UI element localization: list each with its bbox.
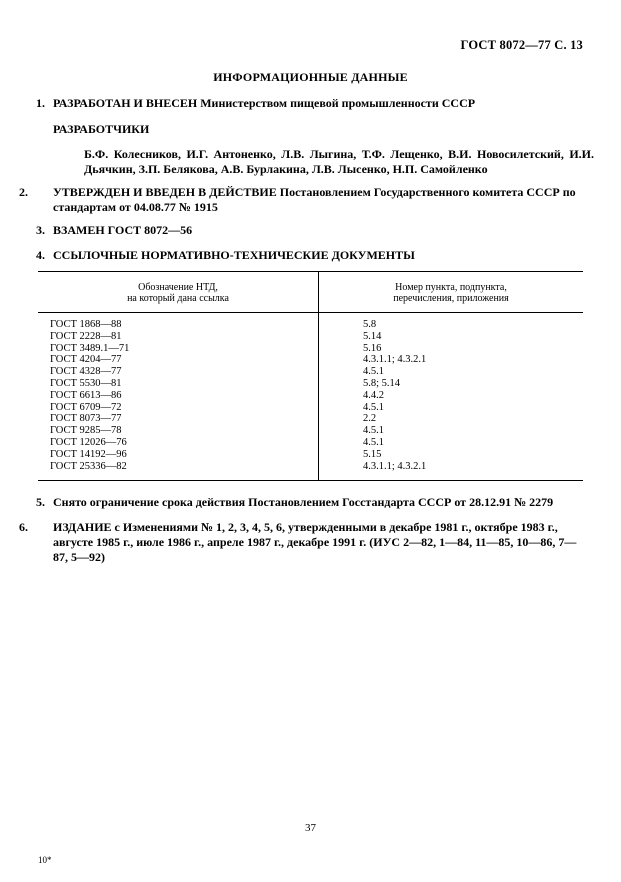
section-text: Министерством пищевой промышленности СССР	[197, 96, 476, 110]
document-column	[38, 313, 319, 481]
section-lead: ССЫЛОЧНЫЕ НОРМАТИВНО-ТЕХНИЧЕСКИЕ ДОКУМЕНТЫ	[53, 248, 415, 262]
table-cell-doc: ГОСТ 1868—88	[50, 319, 122, 330]
table-cell-ref: 5.16	[363, 342, 382, 354]
section-number: 5.	[36, 495, 45, 509]
table-cell-doc: ГОСТ 3489.1—71	[50, 342, 130, 354]
table-cell-ref: 5.8	[363, 319, 377, 330]
table-cell-doc: ГОСТ 9285—78	[50, 425, 122, 437]
standard-reference-header: ГОСТ 8072—77 С. 13	[460, 38, 583, 52]
table-cell-ref: 5.14	[363, 330, 382, 342]
section-number: 3.	[36, 223, 45, 237]
developers-heading-text: РАЗРАБОТЧИКИ	[53, 122, 150, 136]
table-cell-ref: 4.3.1.1; 4.3.2.1	[363, 460, 427, 472]
section-number: 2.	[19, 185, 28, 199]
table-header-row	[38, 272, 583, 313]
table-cell-ref: 2.2	[363, 413, 377, 425]
table-cell-doc: ГОСТ 5530—81	[50, 377, 122, 389]
section-text: Постановлением Государственного комитета СССР по стандартам от 04.08.77 № 1915	[53, 185, 576, 214]
developers-names: Б.Ф. Колесников, И.Г. Антоненко, Л.В. Лыгина, Т.Ф. Лещенко, В.И. Новосилетский, И.И. Дьячкин, З.П. Белякова, А.В. Бурлакина, Л.В. Лысенко, Н.П. Самойленко	[84, 147, 594, 176]
table-cell-ref: 4.5.1	[363, 425, 384, 437]
document-title: ИНФОРМАЦИОННЫЕ ДАННЫЕ	[213, 70, 408, 84]
reference-documents-table	[38, 271, 583, 481]
section-3	[36, 223, 591, 238]
sheet-mark: 10*	[38, 855, 52, 865]
table-cell-doc: ГОСТ 4204—77	[50, 354, 122, 366]
table-cell-ref: 4.5.1	[363, 401, 384, 413]
section-5	[36, 495, 591, 510]
table-cell-ref: 5.8; 5.14	[363, 377, 401, 389]
table-cell-ref: 4.5.1	[363, 366, 384, 378]
table-cell-ref: 4.4.2	[363, 389, 384, 401]
section-number: 1.	[36, 96, 45, 110]
page-number: 37	[305, 822, 316, 834]
section-lead: РАЗРАБОТАН И ВНЕСЕН	[53, 96, 198, 110]
section-lead: ВЗАМЕН ГОСТ 8072—56	[53, 223, 193, 237]
developers-heading	[36, 122, 591, 137]
table-cell-ref: 4.5.1	[363, 436, 384, 448]
section-text: Снято ограничение срока действия Постановлением Госстандарта СССР от 28.12.91 № 2279	[53, 495, 554, 509]
section-text: ИЗДАНИЕ с Изменениями № 1, 2, 3, 4, 5, 6, утвержденными в декабре 1981 г., октябре 1983 г., августе 1985 г., июле 1986 г., апреле 1987 г., декабре 1991 г. (ИУС 2—82, 1—84, 11—85, 10—86, 7—87, 5—92)	[53, 520, 577, 564]
table-cell-doc: ГОСТ 6709—72	[50, 401, 122, 413]
column-header-clause: Номер пункта, подпункта, перечисления, приложения	[319, 272, 584, 313]
table-body-row	[38, 313, 583, 481]
table-cell-doc: ГОСТ 12026—76	[50, 436, 127, 448]
section-4	[36, 248, 591, 263]
section-1	[36, 96, 591, 111]
clause-column	[319, 313, 584, 481]
column-header-document: Обозначение НТД, на который дана ссылка	[38, 272, 319, 313]
section-number: 4.	[36, 248, 45, 262]
table-cell-doc: ГОСТ 4328—77	[50, 366, 122, 378]
table-cell-doc: ГОСТ 14192—96	[50, 448, 127, 460]
table-cell-doc: ГОСТ 6613—86	[50, 389, 122, 401]
section-number: 6.	[19, 520, 28, 534]
table-cell-doc: ГОСТ 25336—82	[50, 460, 127, 472]
table-cell-doc: ГОСТ 2228—81	[50, 330, 122, 342]
table-cell-ref: 5.15	[363, 448, 382, 460]
section-lead: УТВЕРЖДЕН И ВВЕДЕН В ДЕЙСТВИЕ	[53, 185, 277, 199]
table-cell-ref: 4.3.1.1; 4.3.2.1	[363, 354, 427, 366]
table-cell-doc: ГОСТ 8073—77	[50, 413, 122, 425]
section-6	[19, 520, 591, 565]
section-2	[19, 185, 591, 215]
